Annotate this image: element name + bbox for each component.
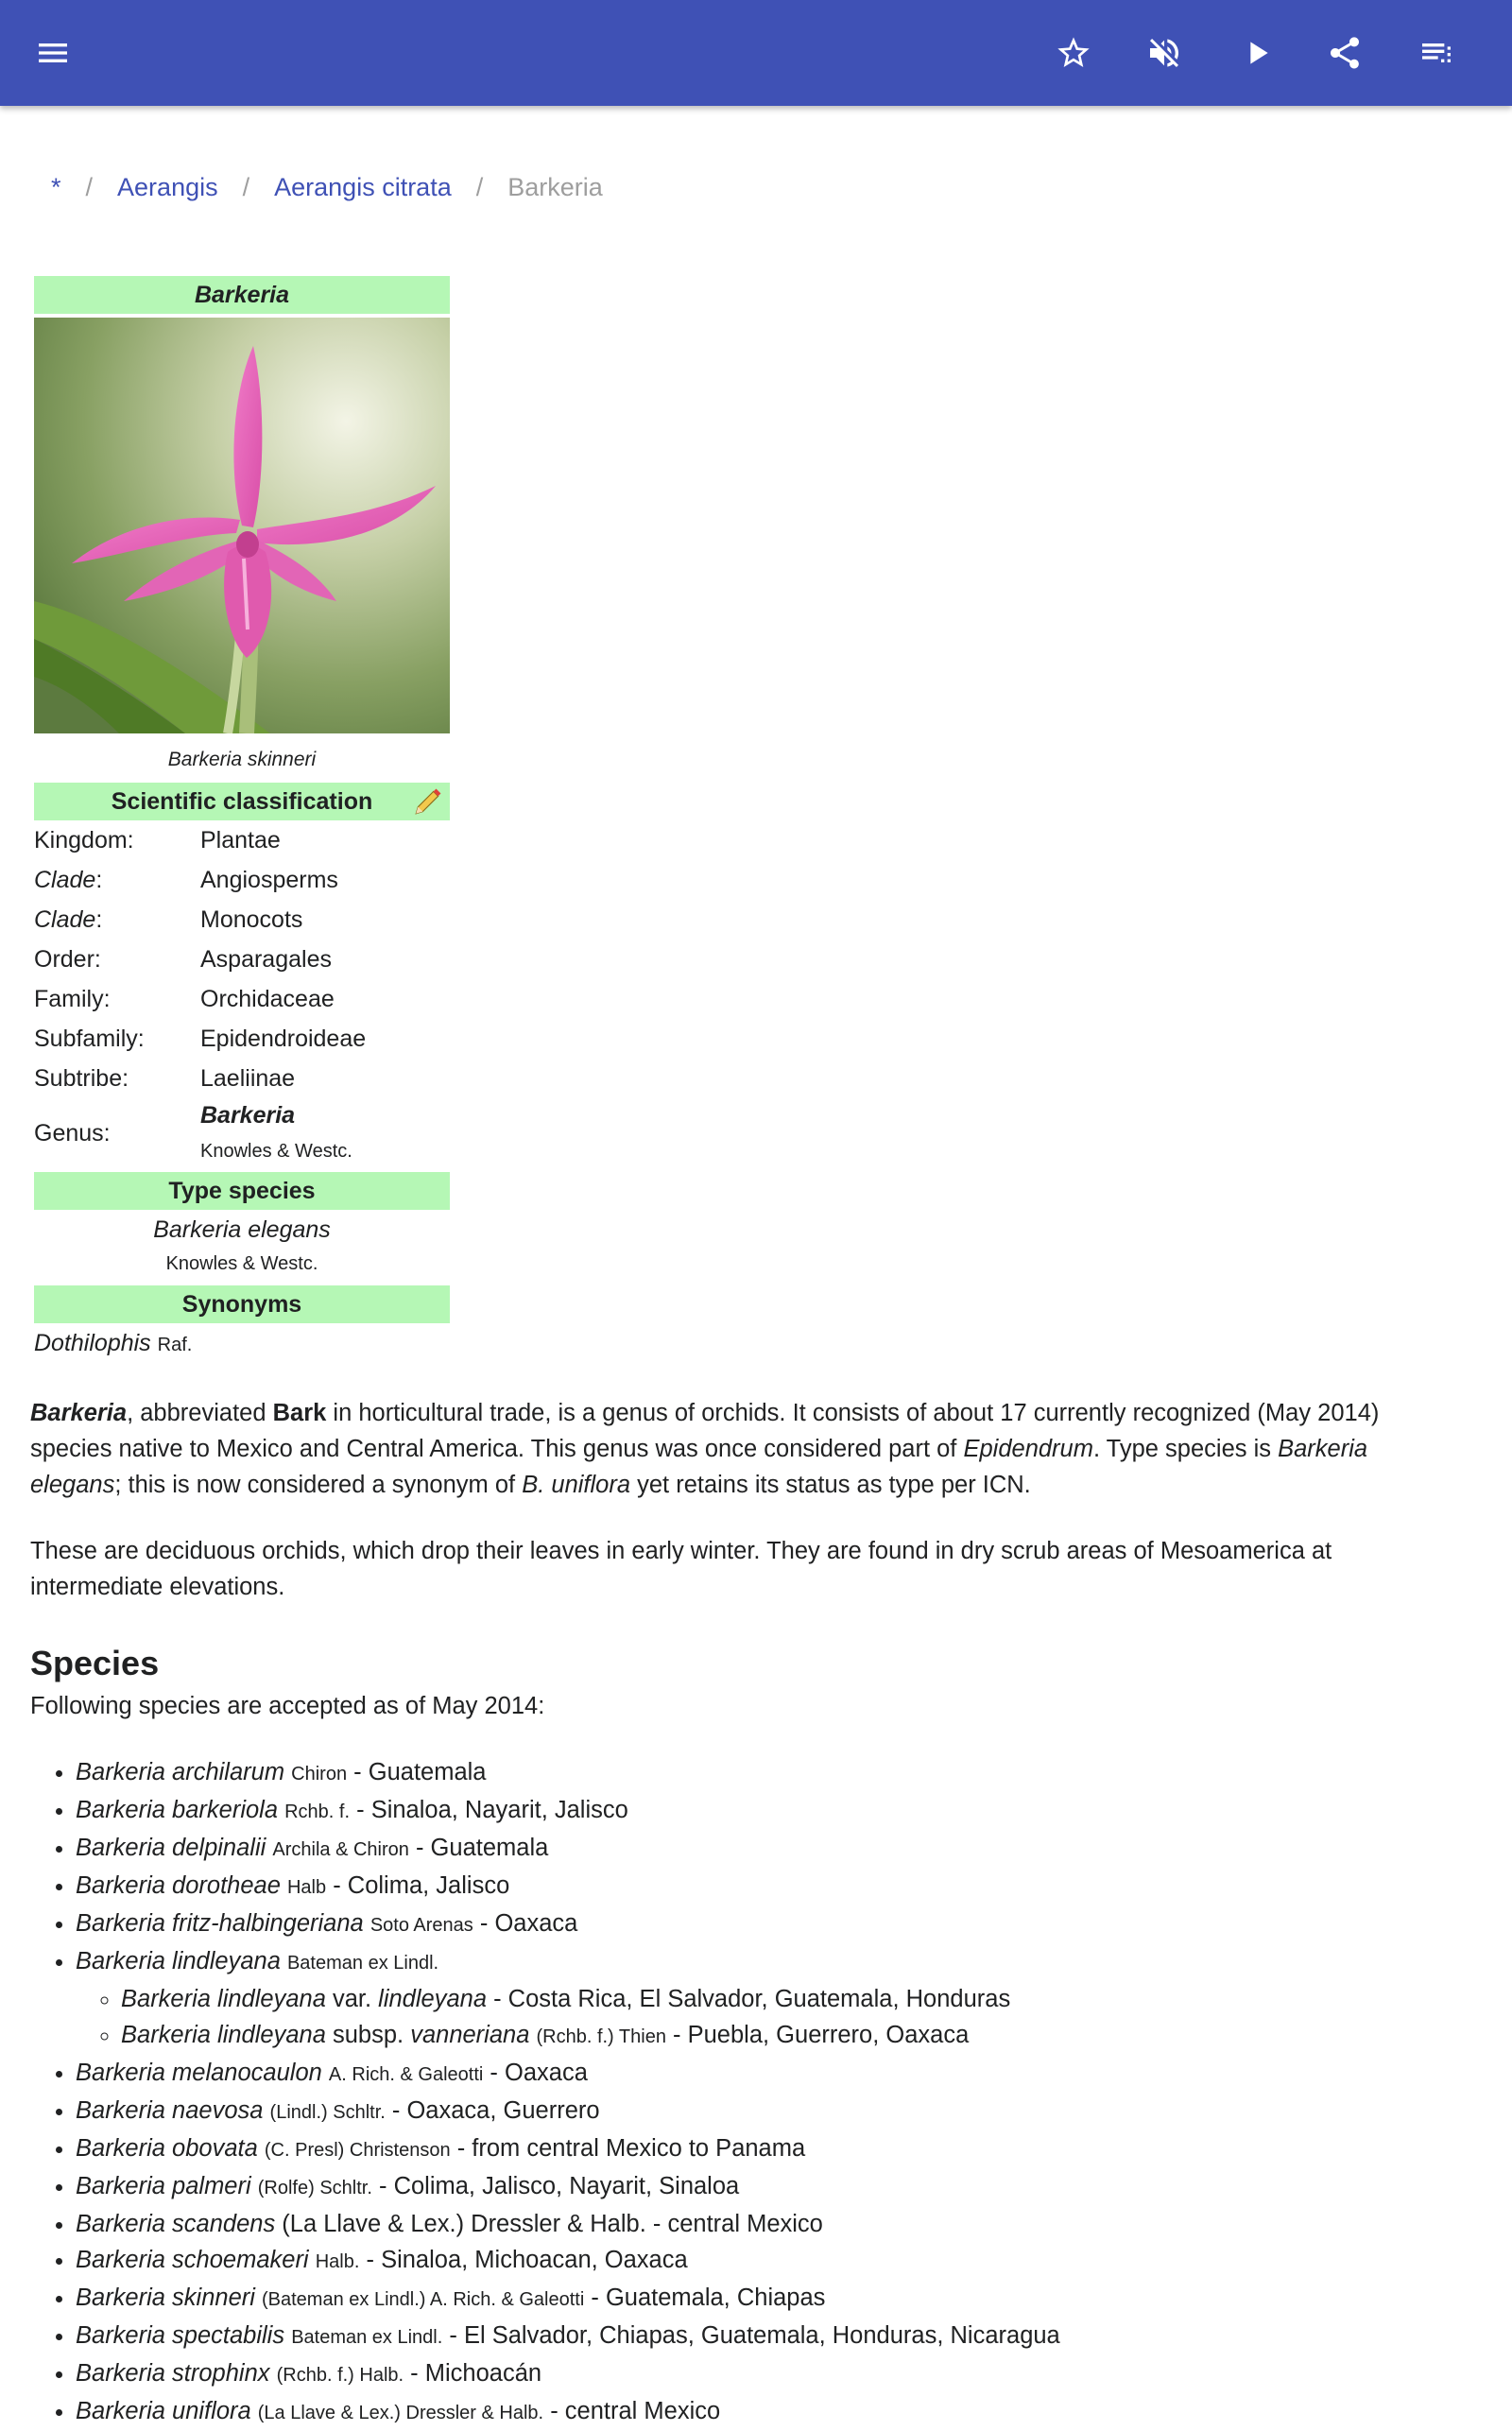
play-icon bbox=[1238, 34, 1276, 72]
list-item[interactable]: • Barkeria fritz-halbingeriana Soto Arenas - Oaxaca bbox=[76, 1905, 1429, 1943]
rank-value[interactable]: Angiosperms bbox=[200, 866, 338, 893]
breadcrumb-item-aerangis-citrata[interactable]: Aerangis citrata bbox=[274, 172, 452, 201]
rank-label: Order: bbox=[34, 945, 101, 973]
contents-button[interactable] bbox=[1408, 25, 1465, 81]
app-bar bbox=[0, 0, 1512, 106]
volume-off-icon bbox=[1145, 34, 1183, 72]
rank-label: Family: bbox=[34, 985, 111, 1012]
synonym: Dothilophis Raf. bbox=[34, 1330, 193, 1356]
list-item[interactable]: • Barkeria obovata (C. Presl) Christenson - from central Mexico to Panama bbox=[76, 2130, 1429, 2168]
edit-pencil-icon[interactable] bbox=[412, 785, 444, 818]
habitat-paragraph: These are deciduous orchids, which drop their leaves in early winter. They are found in dry scrub areas of Mesoamerica at intermediate elevations. bbox=[30, 1538, 1332, 1600]
rank-value[interactable]: Plantae bbox=[200, 826, 281, 853]
hamburger-menu-icon bbox=[34, 34, 72, 72]
rank-value[interactable]: Laeliinae bbox=[200, 1064, 296, 1092]
list-item[interactable]: • Barkeria uniflora (La Llave & Lex.) Dressler & Halb. - central Mexico bbox=[76, 2393, 1429, 2431]
orchid-photo[interactable] bbox=[34, 318, 450, 733]
list-item[interactable]: • Barkeria skinneri (Bateman ex Lindl.) A. Rich. & Galeotti - Guatemala, Chiapas bbox=[76, 2280, 1429, 2318]
breadcrumb-separator: / bbox=[475, 172, 484, 201]
list-item[interactable]: • Barkeria strophinx (Rchb. f.) Halb. - Michoacán bbox=[76, 2355, 1429, 2393]
rank-value[interactable]: Orchidaceae bbox=[200, 985, 335, 1012]
list-item[interactable]: • Barkeria scandens (La Llave & Lex.) Dressler & Halb. - central Mexico bbox=[76, 2206, 1429, 2242]
play-button[interactable] bbox=[1228, 25, 1285, 81]
rank-label: Kingdom: bbox=[34, 826, 134, 853]
list-item[interactable]: ◦ Barkeria lindleyana var. lindleyana - Costa Rica, El Salvador, Guatemala, Honduras bbox=[121, 1981, 1429, 2017]
list-item[interactable]: • Barkeria naevosa (Lindl.) Schltr. - Oaxaca, Guerrero bbox=[76, 2093, 1429, 2130]
orchid-flower-illustration bbox=[34, 318, 450, 733]
share-icon bbox=[1326, 34, 1364, 72]
type-species-header: Type species bbox=[34, 1172, 450, 1210]
genus-value: Barkeria Knowles & Westc. bbox=[200, 1102, 352, 1162]
list-item[interactable]: • Barkeria delpinalii Archila & Chiron - Guatemala bbox=[76, 1830, 1429, 1868]
rank-label: Subtribe: bbox=[34, 1064, 129, 1092]
rank-label: Clade: bbox=[34, 905, 103, 933]
rank-label: Genus: bbox=[34, 1119, 111, 1147]
classification-row bbox=[34, 979, 450, 1019]
list-item[interactable]: • Barkeria dorotheae Halb - Colima, Jalisco bbox=[76, 1868, 1429, 1905]
share-button[interactable] bbox=[1316, 25, 1373, 81]
subspecies-list bbox=[76, 1981, 1429, 2055]
classification-header: Scientific classification bbox=[34, 783, 450, 820]
photo-caption: Barkeria skinneri bbox=[167, 749, 317, 770]
list-item[interactable]: • Barkeria schoemakeri Halb. - Sinaloa, Michoacan, Oaxaca bbox=[76, 2242, 1429, 2280]
rank-value[interactable]: Asparagales bbox=[200, 945, 332, 973]
list-item[interactable]: • Barkeria palmeri (Rolfe) Schltr. - Colima, Jalisco, Nayarit, Sinaloa bbox=[76, 2168, 1429, 2206]
list-item[interactable]: • Barkeria barkeriola Rchb. f. - Sinaloa, Nayarit, Jalisco bbox=[76, 1792, 1429, 1830]
playlist-icon bbox=[1418, 34, 1455, 72]
genus-row bbox=[34, 1098, 450, 1168]
star-outline-icon bbox=[1055, 34, 1092, 72]
type-species: Barkeria elegans Knowles & Westc. bbox=[153, 1216, 331, 1274]
list-item[interactable]: ◦ Barkeria lindleyana subsp. vanneriana (Rchb. f.) Thien - Puebla, Guerrero, Oaxaca bbox=[121, 2017, 1429, 2055]
breadcrumb bbox=[51, 168, 603, 206]
intro-paragraph: Barkeria, abbreviated Bark in horticultural trade, is a genus of orchids. It consists of about 17 currently recognized (May 2014) species native to Mexico and Central America. This genus was once considered part of Epidendrum. Type species is Barkeria elegans; this is now considered a synonym of B. uniflora yet retains its status as type per ICN. bbox=[30, 1400, 1380, 1498]
type-species-authority: Knowles & Westc. bbox=[165, 1253, 318, 1274]
breadcrumb-current: Barkeria bbox=[507, 172, 603, 201]
rank-label: Subfamily: bbox=[34, 1025, 145, 1052]
classification-row bbox=[34, 860, 450, 900]
synonyms-header: Synonyms bbox=[34, 1285, 450, 1323]
taxobox bbox=[34, 276, 450, 1365]
rank-label: Clade: bbox=[34, 866, 103, 893]
breadcrumb-item-root[interactable]: * bbox=[51, 172, 61, 201]
classification-row bbox=[34, 1059, 450, 1098]
genus-authority: Knowles & Westc. bbox=[200, 1141, 352, 1162]
breadcrumb-item-aerangis[interactable]: Aerangis bbox=[117, 172, 218, 201]
rank-value[interactable]: Monocots bbox=[200, 905, 303, 933]
breadcrumb-separator: / bbox=[242, 172, 250, 201]
classification-row bbox=[34, 820, 450, 860]
article-body bbox=[30, 1395, 1429, 2431]
classification-row bbox=[34, 900, 450, 940]
species-intro: Following species are accepted as of May 2014: bbox=[30, 1693, 545, 1719]
classification-row bbox=[34, 940, 450, 979]
list-item[interactable]: • Barkeria lindleyana Bateman ex Lindl. ◦ Barkeria lindleyana var. lindleyana - Costa Rica, El Salvador, Guatemala, Honduras ◦ Barkeria lindleyana subsp. vanneriana (Rchb. f.) Thien - Puebla, Guerrero, Oaxaca bbox=[76, 1943, 1429, 2055]
menu-button[interactable] bbox=[25, 25, 81, 81]
species-list bbox=[30, 1754, 1429, 2431]
mute-button[interactable] bbox=[1136, 25, 1193, 81]
taxobox-title: Barkeria bbox=[34, 276, 450, 314]
list-item[interactable]: • Barkeria melanocaulon A. Rich. & Galeotti - Oaxaca bbox=[76, 2055, 1429, 2093]
classification-row bbox=[34, 1019, 450, 1059]
species-heading: Species bbox=[30, 1644, 160, 1682]
list-item[interactable]: • Barkeria archilarum Chiron - Guatemala bbox=[76, 1754, 1429, 1792]
list-item[interactable]: • Barkeria spectabilis Bateman ex Lindl. - El Salvador, Chiapas, Guatemala, Honduras, Nicaragua bbox=[76, 2318, 1429, 2355]
breadcrumb-separator: / bbox=[85, 172, 94, 201]
link-epidendrum[interactable]: Epidendrum bbox=[963, 1436, 1093, 1462]
rank-value[interactable]: Epidendroideae bbox=[200, 1025, 367, 1052]
bookmark-button[interactable] bbox=[1045, 25, 1102, 81]
